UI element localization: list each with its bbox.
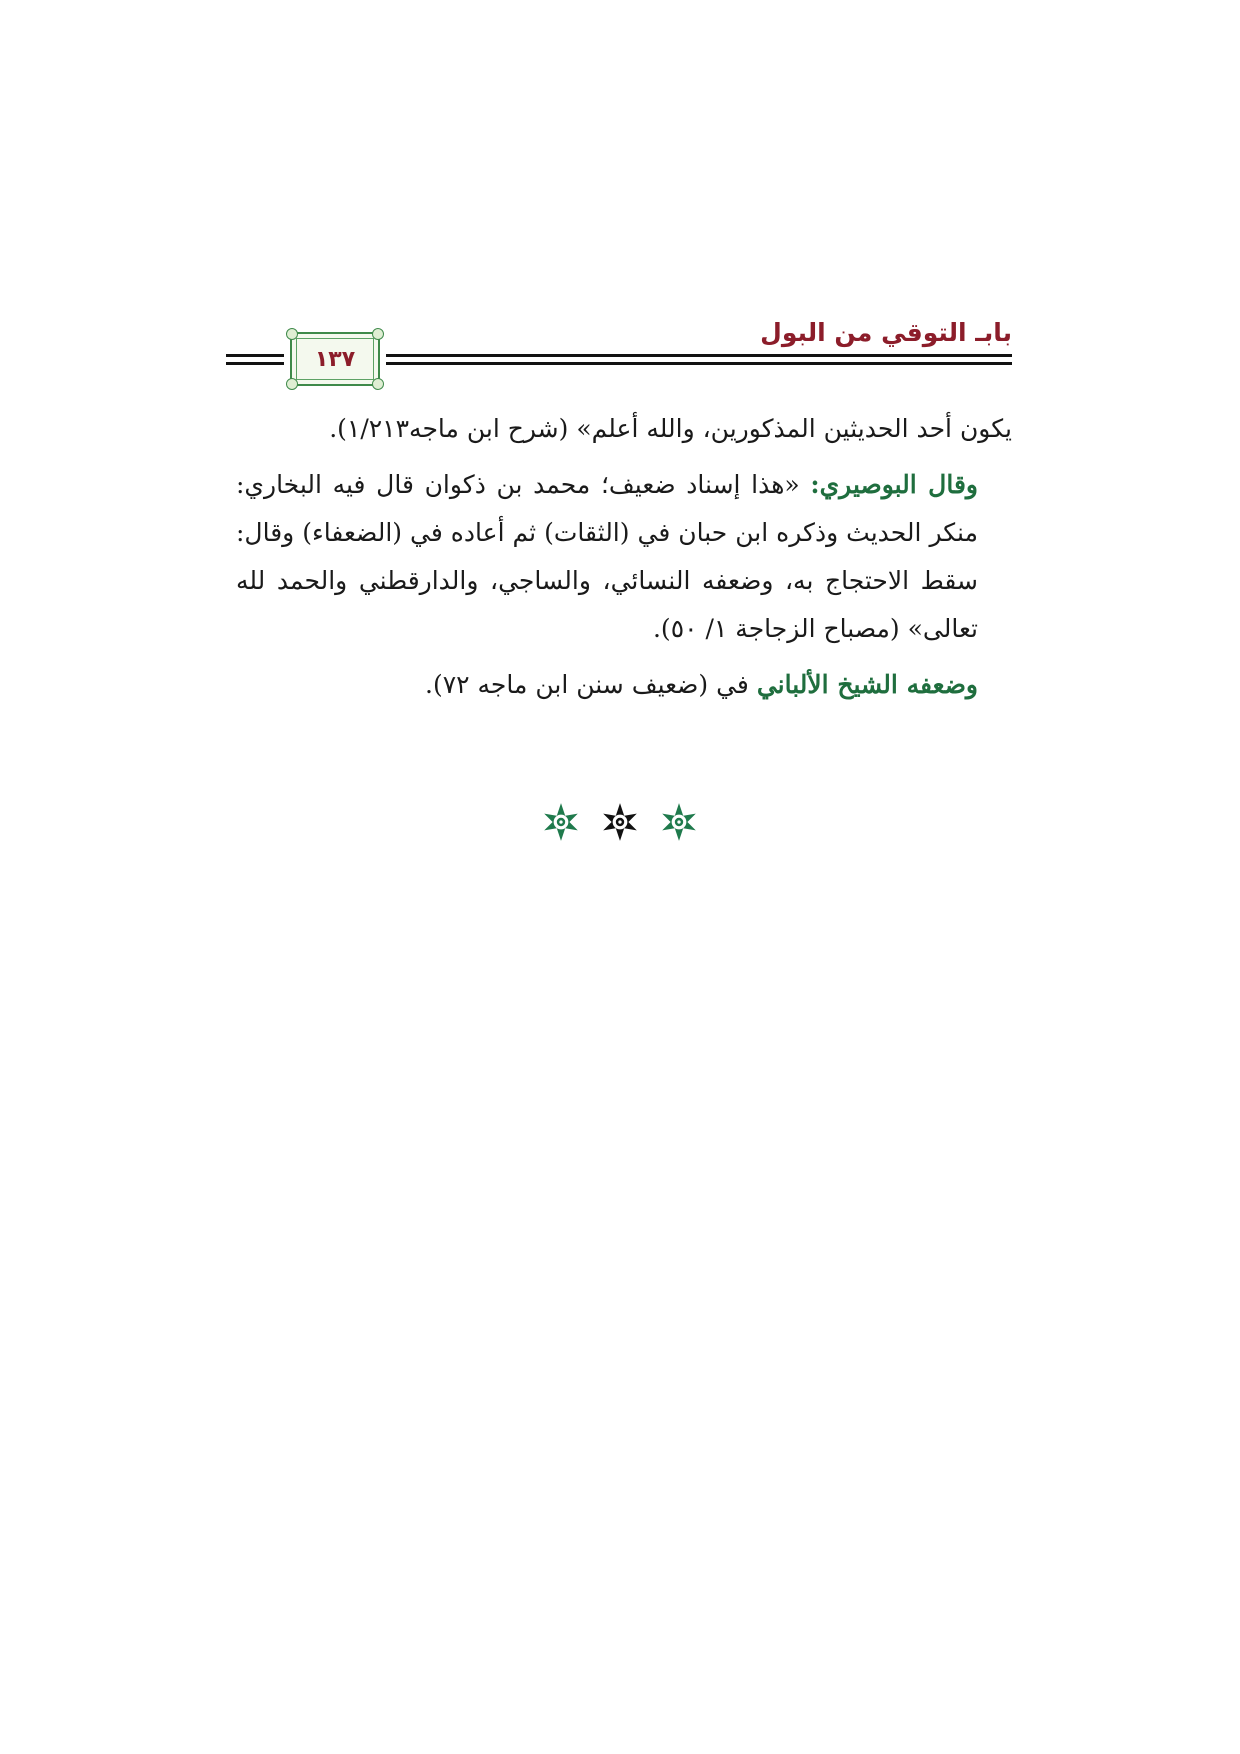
page-header <box>226 318 1012 388</box>
star-ornament-icon <box>658 801 700 843</box>
star-ornament-icon <box>599 801 641 843</box>
badge-corner-ornament <box>372 328 384 340</box>
page-body <box>236 405 1012 717</box>
header-rule-left-bottom <box>226 362 284 365</box>
speaker-label: الشيخ الألباني <box>756 670 898 699</box>
header-rule-right-top <box>386 354 1012 357</box>
paragraph <box>236 405 1012 453</box>
star-ornament-icon <box>540 801 582 843</box>
paragraph <box>236 461 1012 653</box>
paragraph <box>236 661 1012 709</box>
chapter-title: بابـ التوقي من البول <box>760 318 1012 347</box>
speaker-label: وقال البوصيري: <box>810 470 978 499</box>
header-rule-right-bottom <box>386 362 1012 365</box>
badge-corner-ornament <box>286 378 298 390</box>
section-end-ornaments <box>540 800 700 844</box>
paragraph-text: يكون أحد الحديثين المذكورين، والله أعلم» (شرح ابن ماجه١/٢١٣). <box>329 414 1012 443</box>
badge-corner-ornament <box>372 378 384 390</box>
badge-corner-ornament <box>286 328 298 340</box>
speaker-prefix: وضعفه <box>897 670 978 699</box>
paragraph-text: «هذا إسناد ضعيف؛ محمد بن ذكوان قال فيه البخاري: منكر الحديث وذكره ابن حبان في (الثقات) ثم أعاده في (الضعفاء) وقال: سقط الاحتجاج به، وضعفه النسائي، والساجي، والدارقطني والحمد لله تعالى» (مصباح الزجاجة ١/ ٥٠). <box>236 470 978 643</box>
paragraph-text: في (ضعيف سنن ابن ماجه ٧٢). <box>425 670 757 699</box>
page-number-badge <box>290 332 380 386</box>
header-rule-left-top <box>226 354 284 357</box>
page-number: ١٣٧ <box>314 346 356 372</box>
